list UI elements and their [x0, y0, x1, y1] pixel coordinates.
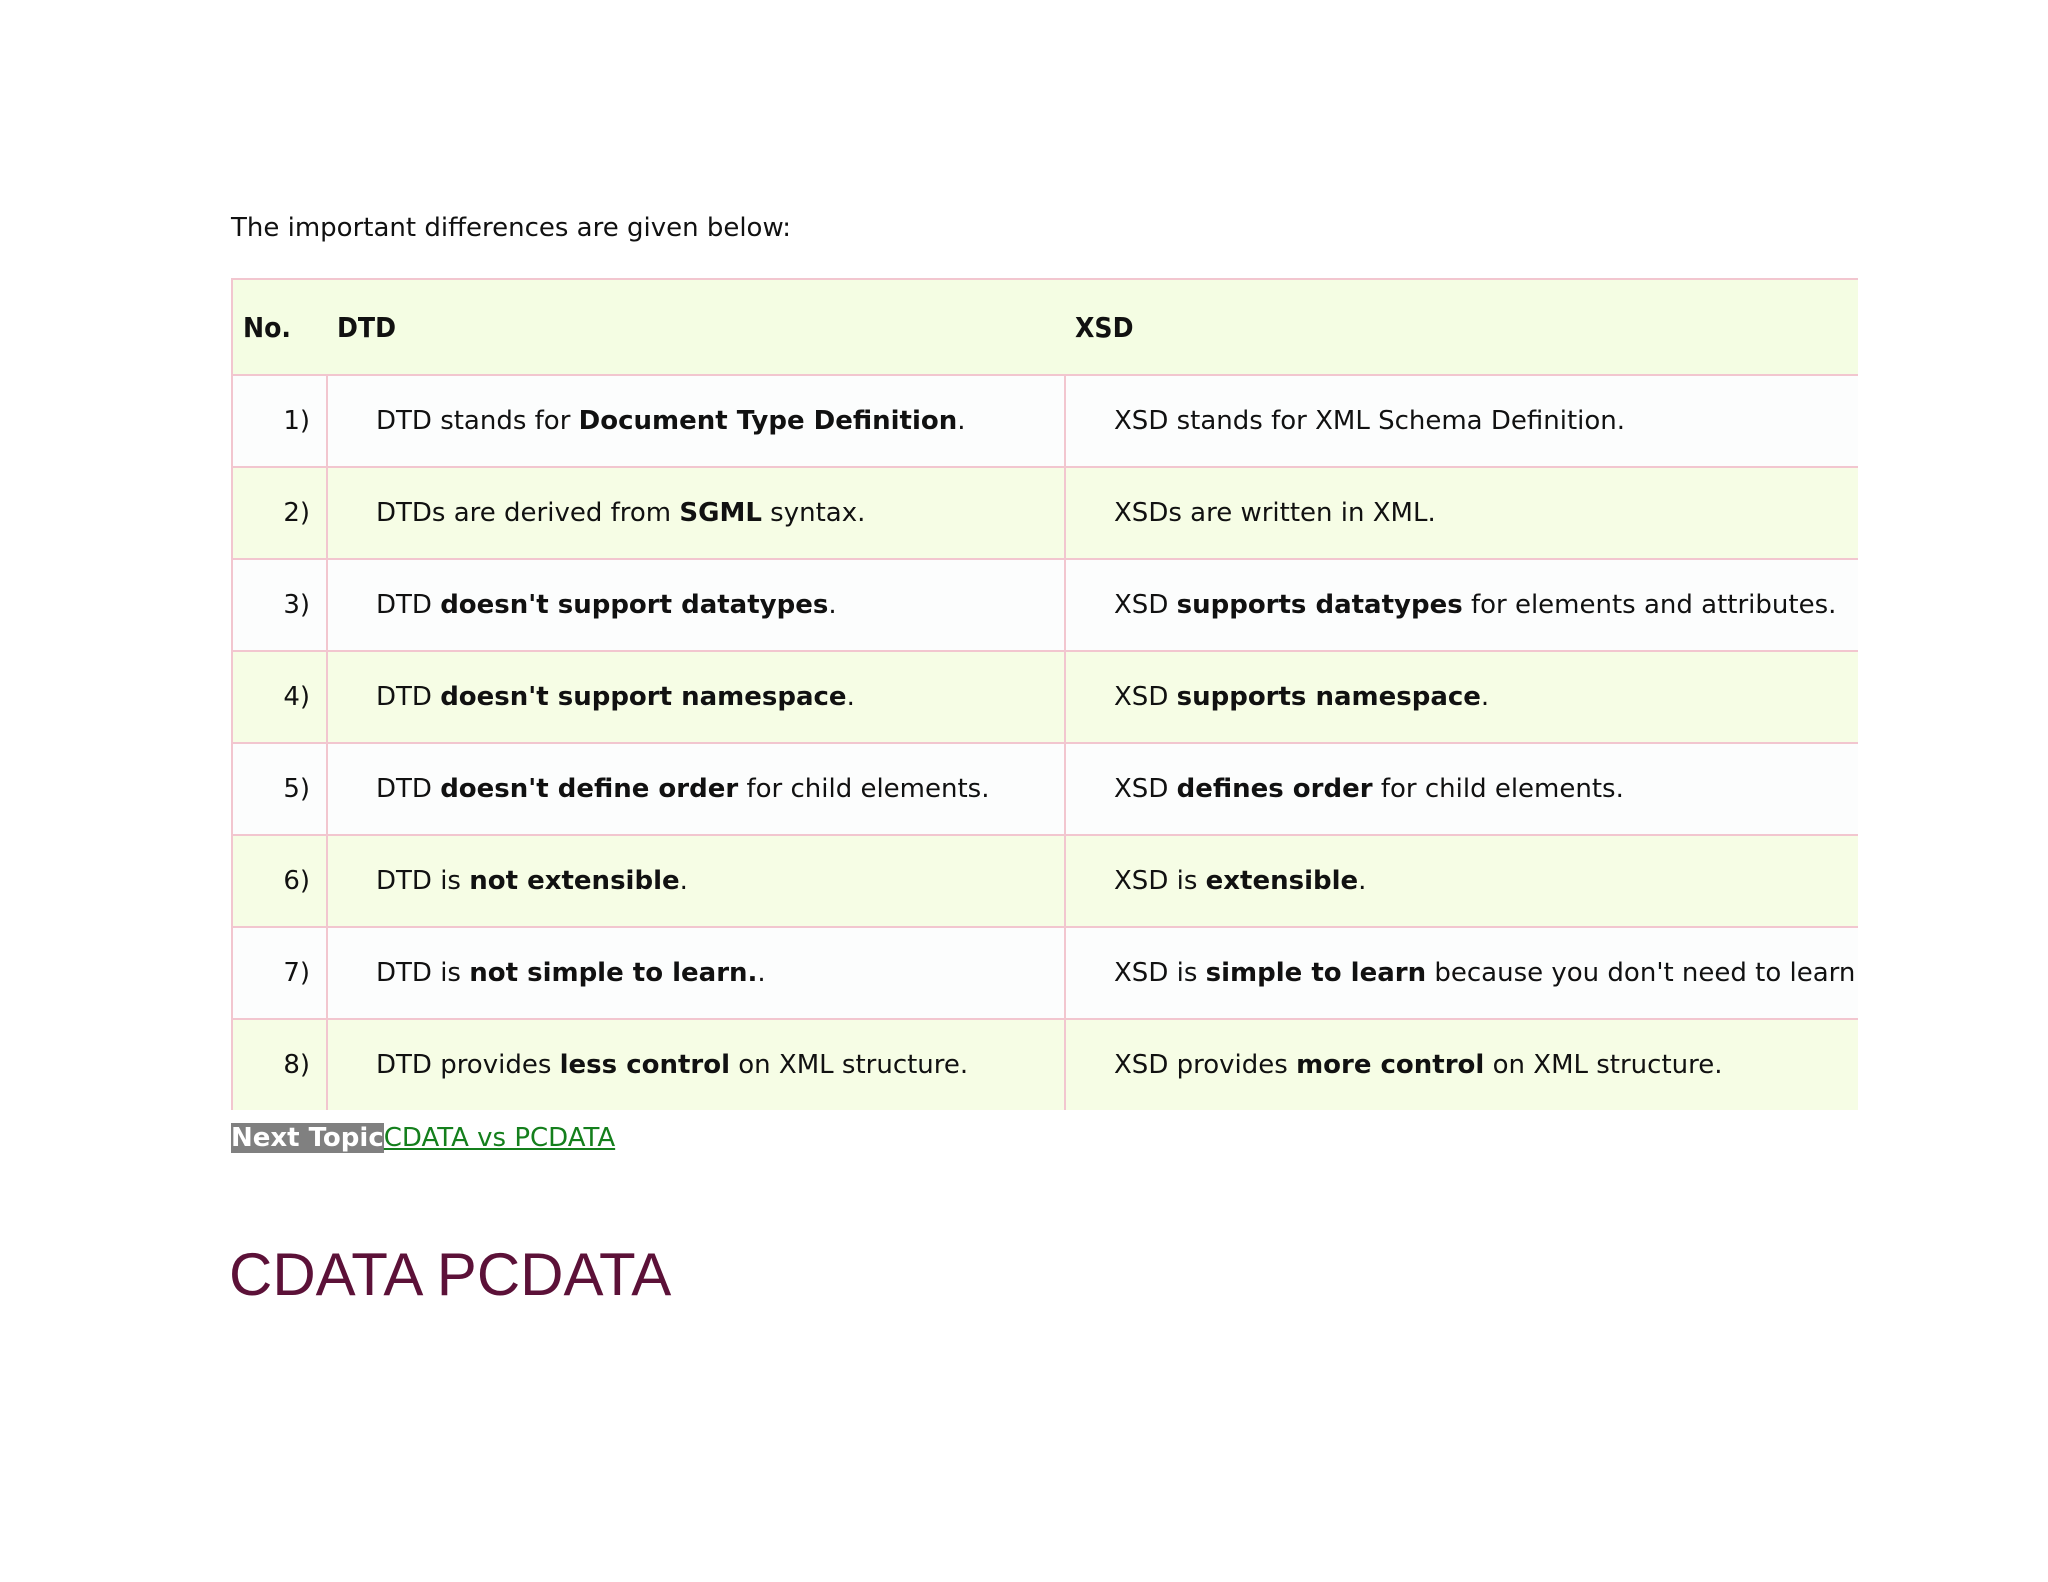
table-row [232, 651, 1858, 743]
dtd-cell-text: . [828, 590, 837, 620]
dtd-cell-text: DTD [376, 774, 441, 804]
xsd-cell-text: because you don't need to learn [1426, 958, 1856, 988]
xsd-cell-text: on XML structure. [1484, 1050, 1723, 1080]
next-topic [231, 1123, 615, 1153]
header-no: No. [232, 279, 327, 375]
xsd-cell-bold-text: simple to learn [1205, 958, 1427, 988]
dtd-cell [327, 559, 1065, 651]
xsd-cell-text: XSD stands for XML Schema Definition. [1114, 406, 1626, 436]
xsd-cell-text: XSD provides [1114, 1050, 1297, 1080]
dtd-cell-bold-text: SGML [679, 498, 762, 528]
dtd-cell-text: . [846, 682, 855, 712]
xsd-cell-text: XSDs are written in XML. [1114, 498, 1436, 528]
xsd-cell-text: for elements and attributes. [1462, 590, 1837, 620]
dtd-cell-text: DTD [376, 682, 441, 712]
row-number: 3) [232, 559, 327, 651]
dtd-vs-xsd-table [231, 278, 1858, 1110]
dtd-cell-text: for child elements. [738, 774, 990, 804]
xsd-cell [1065, 559, 1858, 651]
dtd-cell-text: DTD provides [376, 1050, 560, 1080]
row-number: 1) [232, 375, 327, 467]
table-body [232, 375, 1858, 1110]
table-row [232, 375, 1858, 467]
row-number: 5) [232, 743, 327, 835]
dtd-cell-text: DTD [376, 590, 441, 620]
dtd-cell-text: . [757, 958, 766, 988]
xsd-cell-text: . [1480, 682, 1490, 712]
dtd-cell-bold-text: Document Type Definition [578, 406, 958, 436]
dtd-cell-bold-text: doesn't define order [440, 774, 739, 804]
table-row [232, 927, 1858, 1019]
differences-table-container [231, 278, 1858, 1110]
xsd-cell [1065, 835, 1858, 927]
row-number: 6) [232, 835, 327, 927]
dtd-cell-bold-text: doesn't support datatypes [440, 590, 829, 620]
dtd-cell [327, 1019, 1065, 1110]
xsd-cell [1065, 927, 1858, 1019]
xsd-cell-bold-text: more control [1296, 1050, 1485, 1080]
xsd-cell-bold-text: extensible [1205, 866, 1359, 896]
dtd-cell-text: DTD stands for [376, 406, 579, 436]
xsd-cell [1065, 1019, 1858, 1110]
xsd-cell-text: XSD is [1114, 958, 1206, 988]
table-row [232, 743, 1858, 835]
intro-text: The important differences are given below: [231, 213, 792, 243]
table-row [232, 559, 1858, 651]
row-number: 4) [232, 651, 327, 743]
row-number: 8) [232, 1019, 327, 1110]
xsd-cell [1065, 375, 1858, 467]
dtd-cell-bold-text: not simple to learn. [469, 958, 758, 988]
row-number: 7) [232, 927, 327, 1019]
dtd-cell-text: syntax. [761, 498, 866, 528]
dtd-cell-text: . [957, 406, 966, 436]
dtd-cell [327, 743, 1065, 835]
xsd-cell [1065, 651, 1858, 743]
dtd-cell-text: DTDs are derived from [376, 498, 680, 528]
xsd-cell-text: XSD [1114, 590, 1177, 620]
xsd-cell-text: XSD [1114, 682, 1177, 712]
table-row [232, 835, 1858, 927]
dtd-cell [327, 467, 1065, 559]
header-dtd: DTD [327, 279, 1065, 375]
dtd-cell [327, 375, 1065, 467]
xsd-cell-text: for child elements. [1372, 774, 1624, 804]
dtd-cell-text: DTD is [376, 958, 470, 988]
table-row [232, 1019, 1858, 1110]
dtd-cell-text: DTD is [376, 866, 470, 896]
xsd-cell-text: XSD is [1114, 866, 1206, 896]
table-row [232, 467, 1858, 559]
dtd-cell-text: . [679, 866, 688, 896]
next-topic-link[interactable]: CDATA vs PCDATA [383, 1123, 616, 1153]
dtd-cell [327, 835, 1065, 927]
next-topic-label: Next Topic [231, 1123, 384, 1153]
header-xsd: XSD [1065, 279, 1858, 375]
xsd-cell [1065, 743, 1858, 835]
table-header-row [232, 279, 1858, 375]
section-heading: CDATA PCDATA [229, 1241, 672, 1308]
dtd-cell [327, 927, 1065, 1019]
xsd-cell-text: XSD [1114, 774, 1177, 804]
dtd-cell-bold-text: doesn't support namespace [440, 682, 847, 712]
dtd-cell-bold-text: not extensible [469, 866, 680, 896]
xsd-cell-bold-text: supports namespace [1176, 682, 1481, 712]
dtd-cell-bold-text: less control [559, 1050, 730, 1080]
xsd-cell-bold-text: defines order [1176, 774, 1373, 804]
xsd-cell-bold-text: supports datatypes [1176, 590, 1463, 620]
xsd-cell [1065, 467, 1858, 559]
row-number: 2) [232, 467, 327, 559]
dtd-cell-text: on XML structure. [730, 1050, 969, 1080]
xsd-cell-text: . [1358, 866, 1367, 896]
dtd-cell [327, 651, 1065, 743]
